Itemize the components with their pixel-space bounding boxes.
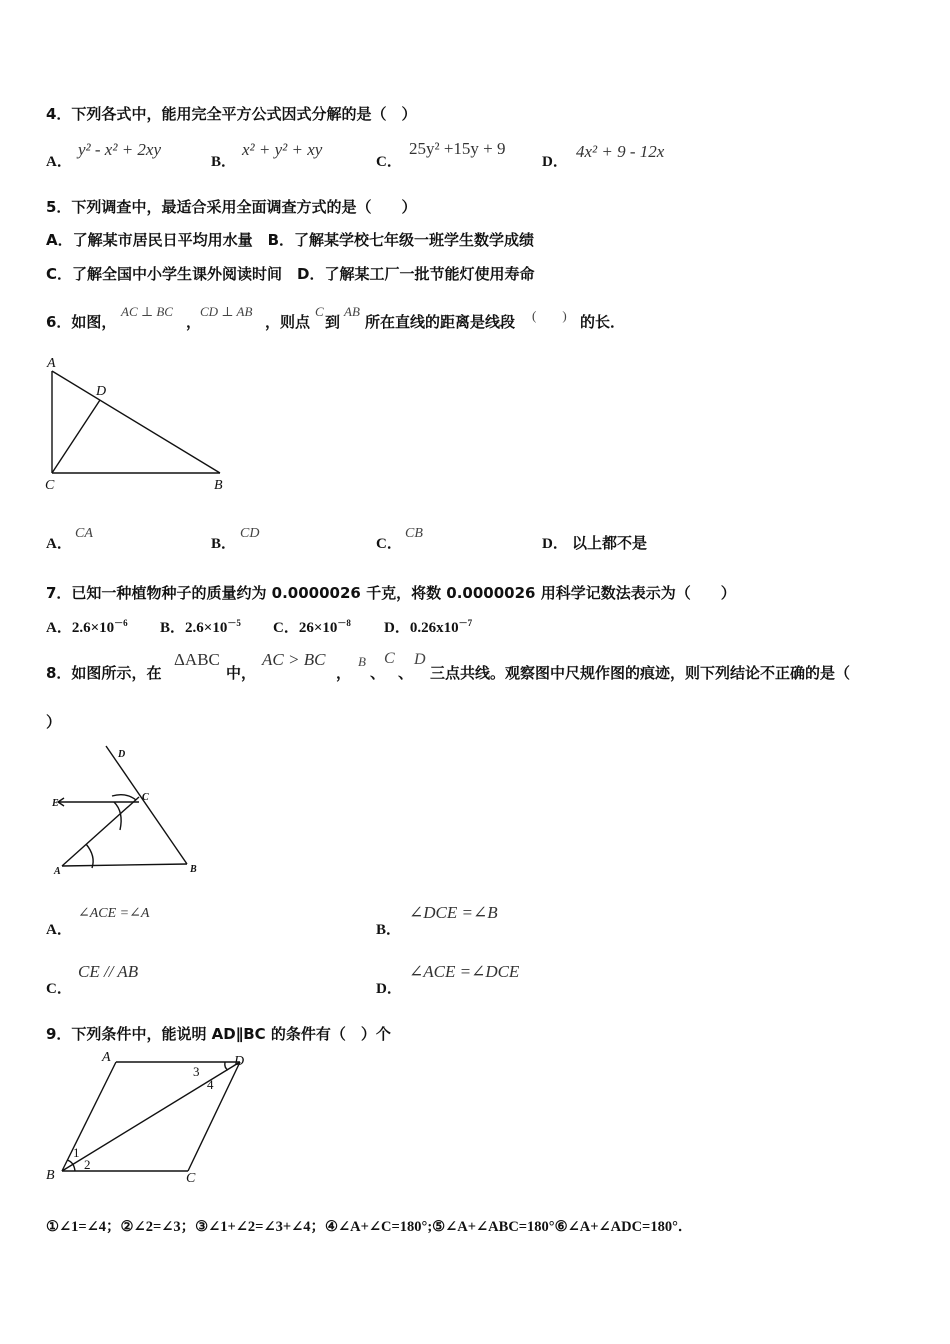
q8-segment-ac	[62, 797, 139, 866]
q8-stem-pre: 8．如图所示，在	[46, 664, 162, 682]
q6-sep: ，	[186, 313, 202, 331]
q9-label-a: A	[102, 1050, 111, 1065]
q8-triangle: ΔABC	[174, 650, 220, 669]
q5-options-row1: A．了解某市居民日平均用水量 B．了解某学校七年级一班学生数学成绩	[46, 231, 535, 249]
q6-blank: ( )	[532, 308, 567, 323]
q6-figure	[40, 352, 240, 497]
q4-option-d-label: D．	[542, 154, 568, 170]
q8-label-b: B	[190, 864, 197, 875]
q4-option-b-expr: x² + y² + xy	[242, 140, 323, 159]
q8-option-a-expr: ∠ACE =∠A	[78, 906, 150, 921]
q9-angle-2: 2	[84, 1157, 91, 1172]
q8-comma: ，	[336, 664, 352, 682]
q9-figure	[40, 1048, 260, 1188]
q8-sep1: 、	[370, 664, 386, 682]
q7-option-c-base: 26×10	[298, 620, 338, 636]
q9-label-b: B	[46, 1168, 55, 1183]
q6-option-c-label: C．	[376, 536, 402, 552]
q6-stem-pre: 6．如图，	[46, 313, 117, 331]
q9-label-c: C	[186, 1171, 196, 1186]
q4-option-a-label: A．	[46, 154, 72, 170]
q6-segment-cd	[52, 400, 100, 473]
q9-angle-mark-d	[225, 1062, 228, 1070]
q7-option-a	[46, 616, 128, 637]
q8-option-c-expr: CE // AB	[78, 962, 139, 981]
q6-option-d-value: 以上都不是	[572, 534, 648, 552]
q6-segment-ab	[52, 371, 220, 473]
q4-option-c-expr: 25y² +15y + 9	[409, 139, 506, 158]
q9-stem: 9．下列条件中，能说明 AD∥BC 的条件有（ ）个	[46, 1025, 391, 1043]
q8-option-d-expr: ∠ACE =∠DCE	[409, 962, 520, 981]
q7-option-d	[384, 616, 472, 637]
q7-option-c-exp: －8	[337, 618, 351, 628]
q7-option-b-label: B．	[160, 620, 186, 636]
q4-option-a-expr: y² - x² + 2xy	[78, 140, 162, 159]
q7-option-a-label: A．	[46, 620, 72, 636]
q7-option-b-base: 2.6×10	[185, 620, 228, 636]
q9-conditions: ①∠1=∠4；②∠2=∠3；③∠1+∠2=∠3+∠4；④∠A+∠C=180°;⑤∠A+∠ABC=180°⑥∠A+∠ADC=180°．	[46, 1219, 693, 1235]
q8-option-d-label: D．	[376, 981, 402, 997]
q8-label-e: E	[52, 798, 59, 809]
q8-label-a: A	[54, 866, 61, 877]
q9-angle-4: 4	[207, 1077, 214, 1092]
q6-option-c-value: CB	[405, 526, 423, 541]
q7-option-d-label: D．	[384, 620, 410, 636]
q8-point-c: C	[384, 650, 395, 667]
q9-angle-3: 3	[193, 1064, 200, 1079]
q7-option-a-base: 2.6×10	[71, 620, 115, 636]
q8-option-c-label: C．	[46, 981, 72, 997]
q5-options-row2: C．了解全国中小学生课外阅读时间 D．了解某工厂一批节能灯使用寿命	[46, 265, 535, 283]
q9-label-d: D	[234, 1054, 245, 1069]
q6-mid: ，则点	[265, 313, 311, 331]
q6-label-a: A	[47, 356, 56, 371]
q6-to: 到	[325, 313, 341, 331]
q6-label-c: C	[45, 478, 55, 493]
q4-option-d-expr: 4x² + 9 - 12x	[576, 142, 665, 161]
q6-option-b-value: CD	[240, 526, 260, 541]
q8-option-b-label: B．	[376, 922, 402, 938]
q6-label-b: B	[214, 478, 223, 493]
q8-label-c: C	[142, 792, 149, 803]
q6-option-b-label: B．	[211, 536, 237, 552]
q8-option-b-expr: ∠DCE =∠B	[409, 903, 498, 922]
q7-option-c-label: C．	[273, 620, 299, 636]
q7-option-b	[160, 616, 241, 637]
q6-cond2: CD ⊥ AB	[200, 304, 253, 319]
q8-option-a-label: A．	[46, 922, 72, 938]
q8-figure	[44, 740, 214, 885]
q8-mid: 中，	[226, 664, 257, 682]
q8-segment-bd	[106, 746, 187, 864]
q7-option-a-exp: －6	[114, 618, 128, 628]
q4-option-b-label: B．	[211, 154, 237, 170]
q6-option-a-value: CA	[75, 526, 93, 541]
q8-arc-c-upper	[112, 795, 136, 800]
q7-stem: 7．已知一种植物种子的质量约为 0.0000026 千克，将数 0.0000026 用科学记数法表示为（ ）	[46, 584, 736, 602]
q6-post: 所在直线的距离是线段	[365, 313, 516, 331]
q4-option-c-label: C．	[376, 154, 402, 170]
q7-option-d-exp: －7	[458, 618, 473, 628]
q8-arc-a	[86, 844, 93, 868]
q6-cond1: AC ⊥ BC	[121, 304, 173, 319]
q7-option-c	[273, 616, 351, 637]
q6-end: 的长．	[580, 313, 626, 331]
q8-sep2: 、	[398, 664, 414, 682]
q8-post: 三点共线。观察图中尺规作图的痕迹，则下列结论不正确的是（	[430, 664, 851, 682]
q6-line-ab: AB	[344, 304, 360, 319]
q8-segment-ab	[62, 864, 187, 866]
q6-option-a-label: A．	[46, 536, 72, 552]
q4-stem: 4．下列各式中，能用完全平方公式因式分解的是（ ）	[46, 105, 417, 123]
q6-point-c: C	[315, 304, 324, 319]
q8-inequality: AC > BC	[262, 650, 326, 669]
q8-point-b: B	[358, 654, 366, 669]
q8-label-d: D	[118, 749, 126, 760]
q5-stem: 5．下列调查中，最适合采用全面调查方式的是（ ）	[46, 198, 417, 216]
q7-option-d-base: 0.26x10	[409, 620, 459, 636]
q6-option-d-label: D．	[542, 536, 568, 552]
q6-label-d: D	[96, 384, 107, 399]
q8-close-paren: ）	[46, 713, 62, 731]
q8-point-d: D	[414, 651, 426, 668]
q9-angle-1: 1	[73, 1145, 80, 1160]
q7-option-b-exp: －5	[227, 618, 241, 628]
